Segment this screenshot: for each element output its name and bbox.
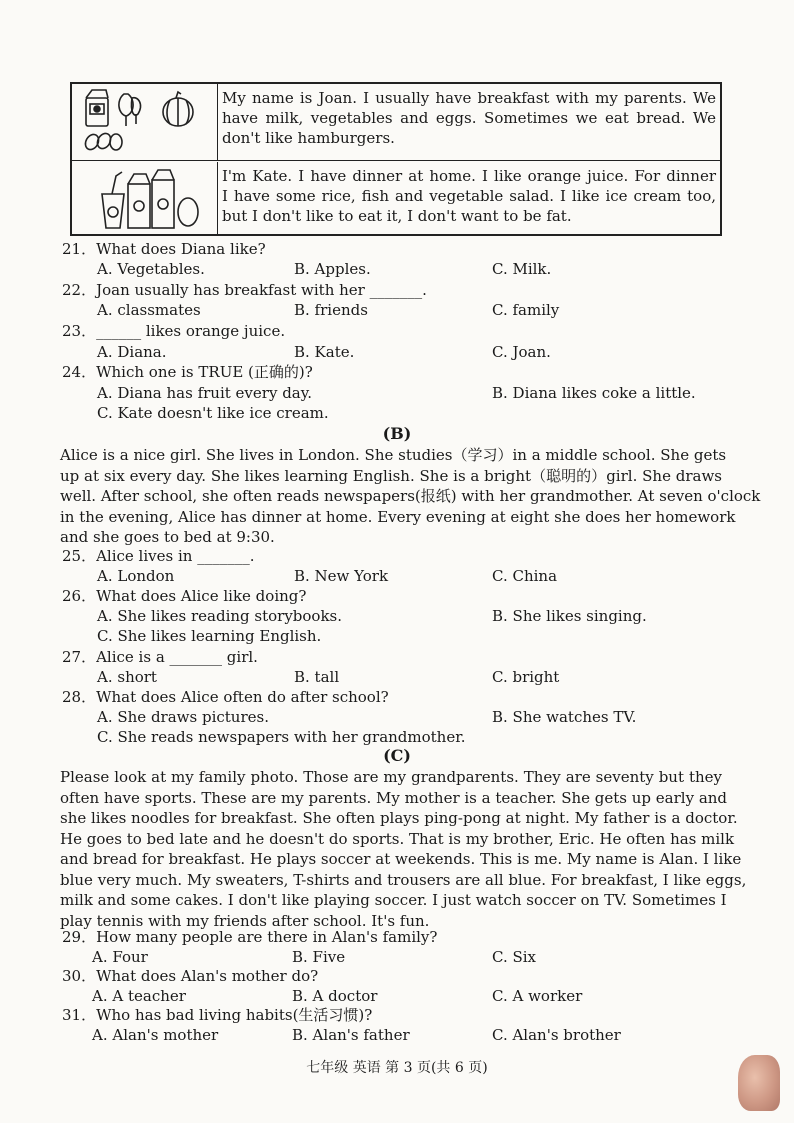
question-24: 24．Which one is TRUE (正确的)? <box>62 363 313 381</box>
passage-line: up at six every day. She likes learning English. She is a bright（聪明的）girl. She draws <box>60 466 722 485</box>
option-23a: A. Diana. <box>97 343 167 361</box>
question-23: 23．______ likes orange juice. <box>62 322 286 340</box>
question-31: 31．Who has bad living habits(生活习惯)? <box>62 1006 373 1024</box>
passage-line: well. After school, she often reads newspapers(报纸) with her grandmother. At seven o'clock <box>60 487 761 505</box>
question-29: 29．How many people are there in Alan's family? <box>62 928 438 946</box>
option-28b: B. She watches TV. <box>492 708 637 726</box>
option-22c: C. family <box>492 301 560 319</box>
option-26a: A. She likes reading storybooks. <box>97 607 343 625</box>
breakfast-info-table <box>70 82 722 236</box>
joan-text <box>222 88 716 148</box>
kate-line: but I don't like to eat it, I don't want to be fat. <box>222 207 572 225</box>
egg-icon <box>178 198 198 226</box>
joan-line: don't like hamburgers. <box>222 129 395 147</box>
option-21a: A. Vegetables. <box>97 260 205 278</box>
section-b-passage <box>60 445 761 548</box>
question-22: 22．Joan usually has breakfast with her _______. <box>62 281 427 299</box>
option-21c: C. Milk. <box>492 260 552 278</box>
table-row-joan <box>72 84 720 161</box>
option-22b: B. friends <box>294 301 368 319</box>
option-21b: B. Apples. <box>294 260 371 278</box>
juice-glass-icon <box>102 172 124 228</box>
juice-box-icon <box>152 170 174 228</box>
option-30c: C. A worker <box>492 987 583 1005</box>
option-29c: C. Six <box>492 948 537 966</box>
passage-line: play tennis with my friends after school. It's fun. <box>60 911 430 930</box>
passage-line: and bread for breakfast. He plays soccer at weekends. This is me. My name is Alan. I like <box>60 850 742 868</box>
passage-line: Please look at my family photo. Those are my grandparents. They are seventy but they <box>60 768 722 786</box>
passage-line: Alice is a nice girl. She lives in London. She studies（学习）in a middle school. She gets <box>60 446 727 464</box>
passage-line: blue very much. My sweaters, T-shirts and trousers are all blue. For breakfast, I like eggs, <box>60 870 747 889</box>
question-21: 21．What does Diana like? <box>62 240 266 258</box>
option-27c: C. bright <box>492 668 560 686</box>
kate-line: I'm Kate. I have dinner at home. I like orange juice. For dinner <box>222 167 716 185</box>
option-30b: B. A doctor <box>292 987 378 1005</box>
option-25c: C. China <box>492 567 558 585</box>
question-27: 27．Alice is a _______ girl. <box>62 648 258 666</box>
option-24a: A. Diana has fruit every day. <box>97 384 312 402</box>
option-31b: B. Alan's father <box>292 1026 410 1044</box>
option-28a: A. She draws pictures. <box>97 708 269 726</box>
kate-line: I have some rice, fish and vegetable salad. I like ice cream too, <box>222 187 716 205</box>
option-28c: C. She reads newspapers with her grandmother. <box>97 728 466 746</box>
passage-line: often have sports. These are my parents. My mother is a teacher. She gets up early and <box>60 788 728 807</box>
food-illustration-cell <box>72 84 218 160</box>
table-row-kate <box>72 162 720 236</box>
option-26b: B. She likes singing. <box>492 607 647 625</box>
option-24b: B. Diana likes coke a little. <box>492 384 696 402</box>
passage-line: milk and some cakes. I don't like playing soccer. I just watch soccer on TV. Sometimes I <box>60 891 727 909</box>
joan-line: My name is Joan. I usually have breakfast with my parents. We <box>222 89 716 107</box>
option-30a: A. A teacher <box>92 987 186 1005</box>
question-30: 30．What does Alan's mother do? <box>62 967 319 985</box>
juice-carton-icon <box>128 174 150 228</box>
option-23c: C. Joan. <box>492 343 551 361</box>
passage-line: in the evening, Alice has dinner at home. Every evening at eight she does her homework <box>60 507 736 526</box>
passage-line: she likes noodles for breakfast. She often plays ping-pong at night. My father is a doctor. <box>60 809 738 827</box>
drink-illustration-cell <box>72 162 218 236</box>
drink-illustration <box>72 162 216 236</box>
milk-carton-icon <box>86 90 108 126</box>
option-31c: C. Alan's brother <box>492 1026 621 1044</box>
option-31a: A. Alan's mother <box>92 1026 219 1044</box>
page-corner-fold <box>738 1055 780 1111</box>
eggs-icon <box>83 131 122 152</box>
joan-line: have milk, vegetables and eggs. Sometimes we eat bread. We <box>222 109 716 127</box>
question-25: 25．Alice lives in _______. <box>62 547 255 565</box>
passage-line: and she goes to bed at 9:30. <box>60 528 275 546</box>
section-c-heading: (C) <box>383 746 411 765</box>
passage-line: He goes to bed late and he doesn't do sports. That is my brother, Eric. He often has milk <box>60 829 735 848</box>
pumpkin-icon <box>163 92 193 126</box>
option-27a: A. short <box>97 668 157 686</box>
option-25a: A. London <box>97 567 175 585</box>
food-illustration <box>72 84 216 160</box>
option-29b: B. Five <box>292 948 346 966</box>
question-28: 28．What does Alice often do after school? <box>62 688 389 706</box>
option-24c: C. Kate doesn't like ice cream. <box>97 404 329 422</box>
option-26c: C. She likes learning English. <box>97 627 322 645</box>
option-29a: A. Four <box>92 948 148 966</box>
option-23b: B. Kate. <box>294 343 355 361</box>
page-footer: 七年级 英语 第 3 页(共 6 页) <box>306 1060 488 1076</box>
option-27b: B. tall <box>294 668 340 686</box>
question-26: 26．What does Alice like doing? <box>62 587 307 605</box>
section-b-heading: (B) <box>382 424 412 443</box>
section-c-passage <box>60 767 747 931</box>
vegetables-icon <box>119 94 141 126</box>
kate-text <box>222 166 716 226</box>
option-22a: A. classmates <box>97 301 201 319</box>
option-25b: B. New York <box>294 567 389 585</box>
